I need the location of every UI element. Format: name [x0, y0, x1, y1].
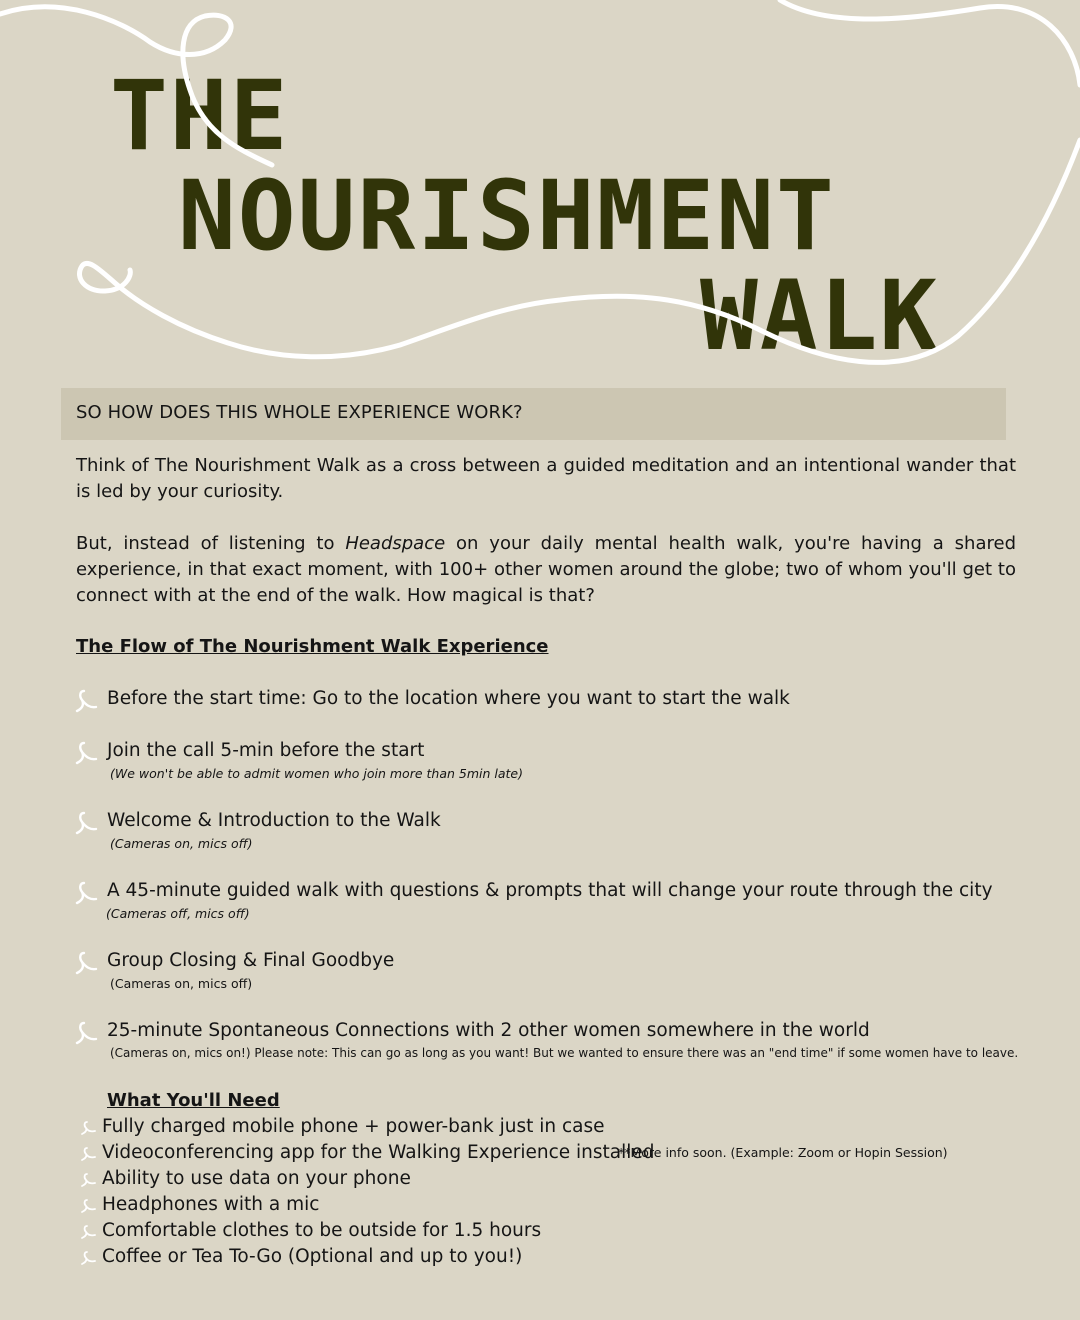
title-line-the: THE [110, 60, 290, 172]
flow-step-note: (Cameras on, mics on!) Please note: This can go as long as you want! But we wanted to ensure there was an "end time" if some women have to leave. [110, 1046, 1019, 1060]
section-heading: SO HOW DOES THIS WHOLE EXPERIENCE WORK? [76, 402, 523, 423]
flow-step-title: Group Closing & Final Goodbye [107, 950, 395, 971]
ribbon-icon [74, 880, 98, 906]
flow-heading: The Flow of The Nourishment Walk Experience [76, 636, 549, 657]
ribbon-icon [80, 1198, 96, 1214]
needs-item: Coffee or Tea To-Go (Optional and up to you!) [102, 1246, 523, 1267]
section-heading-bar [61, 388, 1006, 440]
flow-step-note: (Cameras on, mics off) [110, 976, 253, 991]
intro-paragraph-1: Think of The Nourishment Walk as a cross between a guided meditation and an intentional wander that is led by your curiosity. [76, 455, 1016, 502]
needs-item: Videoconferencing app for the Walking Experience installed [102, 1142, 655, 1163]
needs-heading: What You'll Need [107, 1090, 280, 1111]
title-line-walk: WALK [700, 260, 940, 372]
needs-item: Headphones with a mic [102, 1194, 320, 1215]
headspace-emphasis: Headspace [345, 533, 446, 554]
ribbon-icon [74, 688, 98, 714]
intro-paragraph-2-after: on your daily mental health walk, you're having a shared experience, in that exact moment, with 100+ other women around the globe; two of whom you'll get to connect with at the end of the walk. How magical is that? [76, 533, 1016, 606]
intro-paragraph-2-before: But, instead of listening to [76, 533, 346, 554]
ribbon-icon [80, 1250, 96, 1266]
flow-step-title: Join the call 5-min before the start [107, 740, 425, 761]
ribbon-icon [80, 1224, 96, 1240]
ribbon-icon [74, 1020, 98, 1046]
flow-step-note: (Cameras on, mics off) [110, 836, 253, 851]
needs-item: Ability to use data on your phone [102, 1168, 411, 1189]
flow-step-title: 25-minute Spontaneous Connections with 2 other women somewhere in the world [107, 1020, 870, 1041]
needs-item: Fully charged mobile phone + power-bank just in case [102, 1116, 605, 1137]
ribbon-icon [80, 1146, 96, 1162]
ribbon-icon [80, 1172, 96, 1188]
ribbon-icon [80, 1120, 96, 1136]
ribbon-icon [74, 950, 98, 976]
title-line-nourishment: NOURISHMENT [178, 160, 836, 272]
flow-step-note: (Cameras off, mics off) [106, 906, 250, 921]
flow-step-note: (We won't be able to admit women who join more than 5min late) [110, 766, 523, 781]
flow-step-title: Before the start time: Go to the location where you want to start the walk [107, 688, 790, 709]
flow-step-title: A 45-minute guided walk with questions & prompts that will change your route through the city [107, 880, 993, 901]
flow-step-title: Welcome & Introduction to the Walk [107, 810, 441, 831]
ribbon-icon [74, 740, 98, 766]
ribbon-icon [74, 810, 98, 836]
needs-item: Comfortable clothes to be outside for 1.5 hours [102, 1220, 542, 1241]
intro-paragraph-2 [76, 531, 1016, 609]
needs-app-note: **More info soon. (Example: Zoom or Hopin Session) [618, 1145, 948, 1160]
